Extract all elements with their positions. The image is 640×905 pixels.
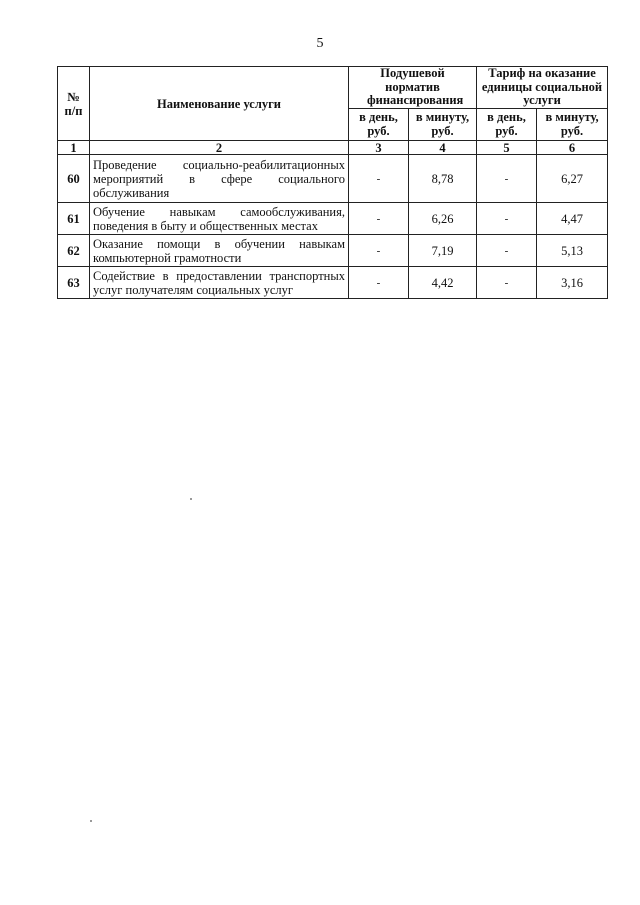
page-number: 5 bbox=[316, 36, 324, 51]
services-table bbox=[57, 66, 608, 299]
row-number: 63 bbox=[58, 267, 90, 299]
header-tariff-per-day: в день, руб. bbox=[477, 109, 537, 141]
scan-speck bbox=[90, 820, 92, 822]
service-name: Проведение социально-реабилитационных мероприятий в сфере социального обслуживания bbox=[90, 155, 349, 203]
tariff-per-minute: 3,16 bbox=[537, 267, 608, 299]
tariff-per-minute: 4,47 bbox=[537, 203, 608, 235]
norm-per-day: - bbox=[349, 155, 409, 203]
norm-per-minute: 7,19 bbox=[409, 235, 477, 267]
tariff-per-day: - bbox=[477, 235, 537, 267]
tariff-per-minute: 5,13 bbox=[537, 235, 608, 267]
norm-per-day: - bbox=[349, 267, 409, 299]
column-number: 1 bbox=[58, 141, 90, 155]
column-number: 3 bbox=[349, 141, 409, 155]
header-service-name: Наименование услуги bbox=[90, 67, 349, 141]
column-number: 4 bbox=[409, 141, 477, 155]
header-norm-per-minute: в минуту, руб. bbox=[409, 109, 477, 141]
table-row bbox=[58, 267, 608, 299]
header-tariff: Тариф на оказание единицы социальной услуги bbox=[477, 67, 608, 109]
column-number: 6 bbox=[537, 141, 608, 155]
tariff-per-minute: 6,27 bbox=[537, 155, 608, 203]
tariff-per-day: - bbox=[477, 267, 537, 299]
tariff-per-day: - bbox=[477, 155, 537, 203]
tariff-per-day: - bbox=[477, 203, 537, 235]
header-norm-per-day: в день, руб. bbox=[349, 109, 409, 141]
row-number: 60 bbox=[58, 155, 90, 203]
row-number: 61 bbox=[58, 203, 90, 235]
table-row bbox=[58, 235, 608, 267]
service-name: Обучение навыкам самообслуживания, поведения в быту и общественных местах bbox=[90, 203, 349, 235]
norm-per-minute: 8,78 bbox=[409, 155, 477, 203]
norm-per-minute: 6,26 bbox=[409, 203, 477, 235]
header-tariff-per-minute: в минуту, руб. bbox=[537, 109, 608, 141]
scan-speck bbox=[190, 498, 192, 500]
table-row bbox=[58, 203, 608, 235]
norm-per-day: - bbox=[349, 203, 409, 235]
norm-per-minute: 4,42 bbox=[409, 267, 477, 299]
service-name: Оказание помощи в обучении навыкам компьютерной грамотности bbox=[90, 235, 349, 267]
row-number: 62 bbox=[58, 235, 90, 267]
column-number: 2 bbox=[90, 141, 349, 155]
header-row-number: № п/п bbox=[58, 67, 90, 141]
column-number: 5 bbox=[477, 141, 537, 155]
header-per-capita-norm: Подушевой норматив финансирования bbox=[349, 67, 477, 109]
norm-per-day: - bbox=[349, 235, 409, 267]
service-name: Содействие в предоставлении транспортных услуг получателям социальных услуг bbox=[90, 267, 349, 299]
table-row bbox=[58, 155, 608, 203]
